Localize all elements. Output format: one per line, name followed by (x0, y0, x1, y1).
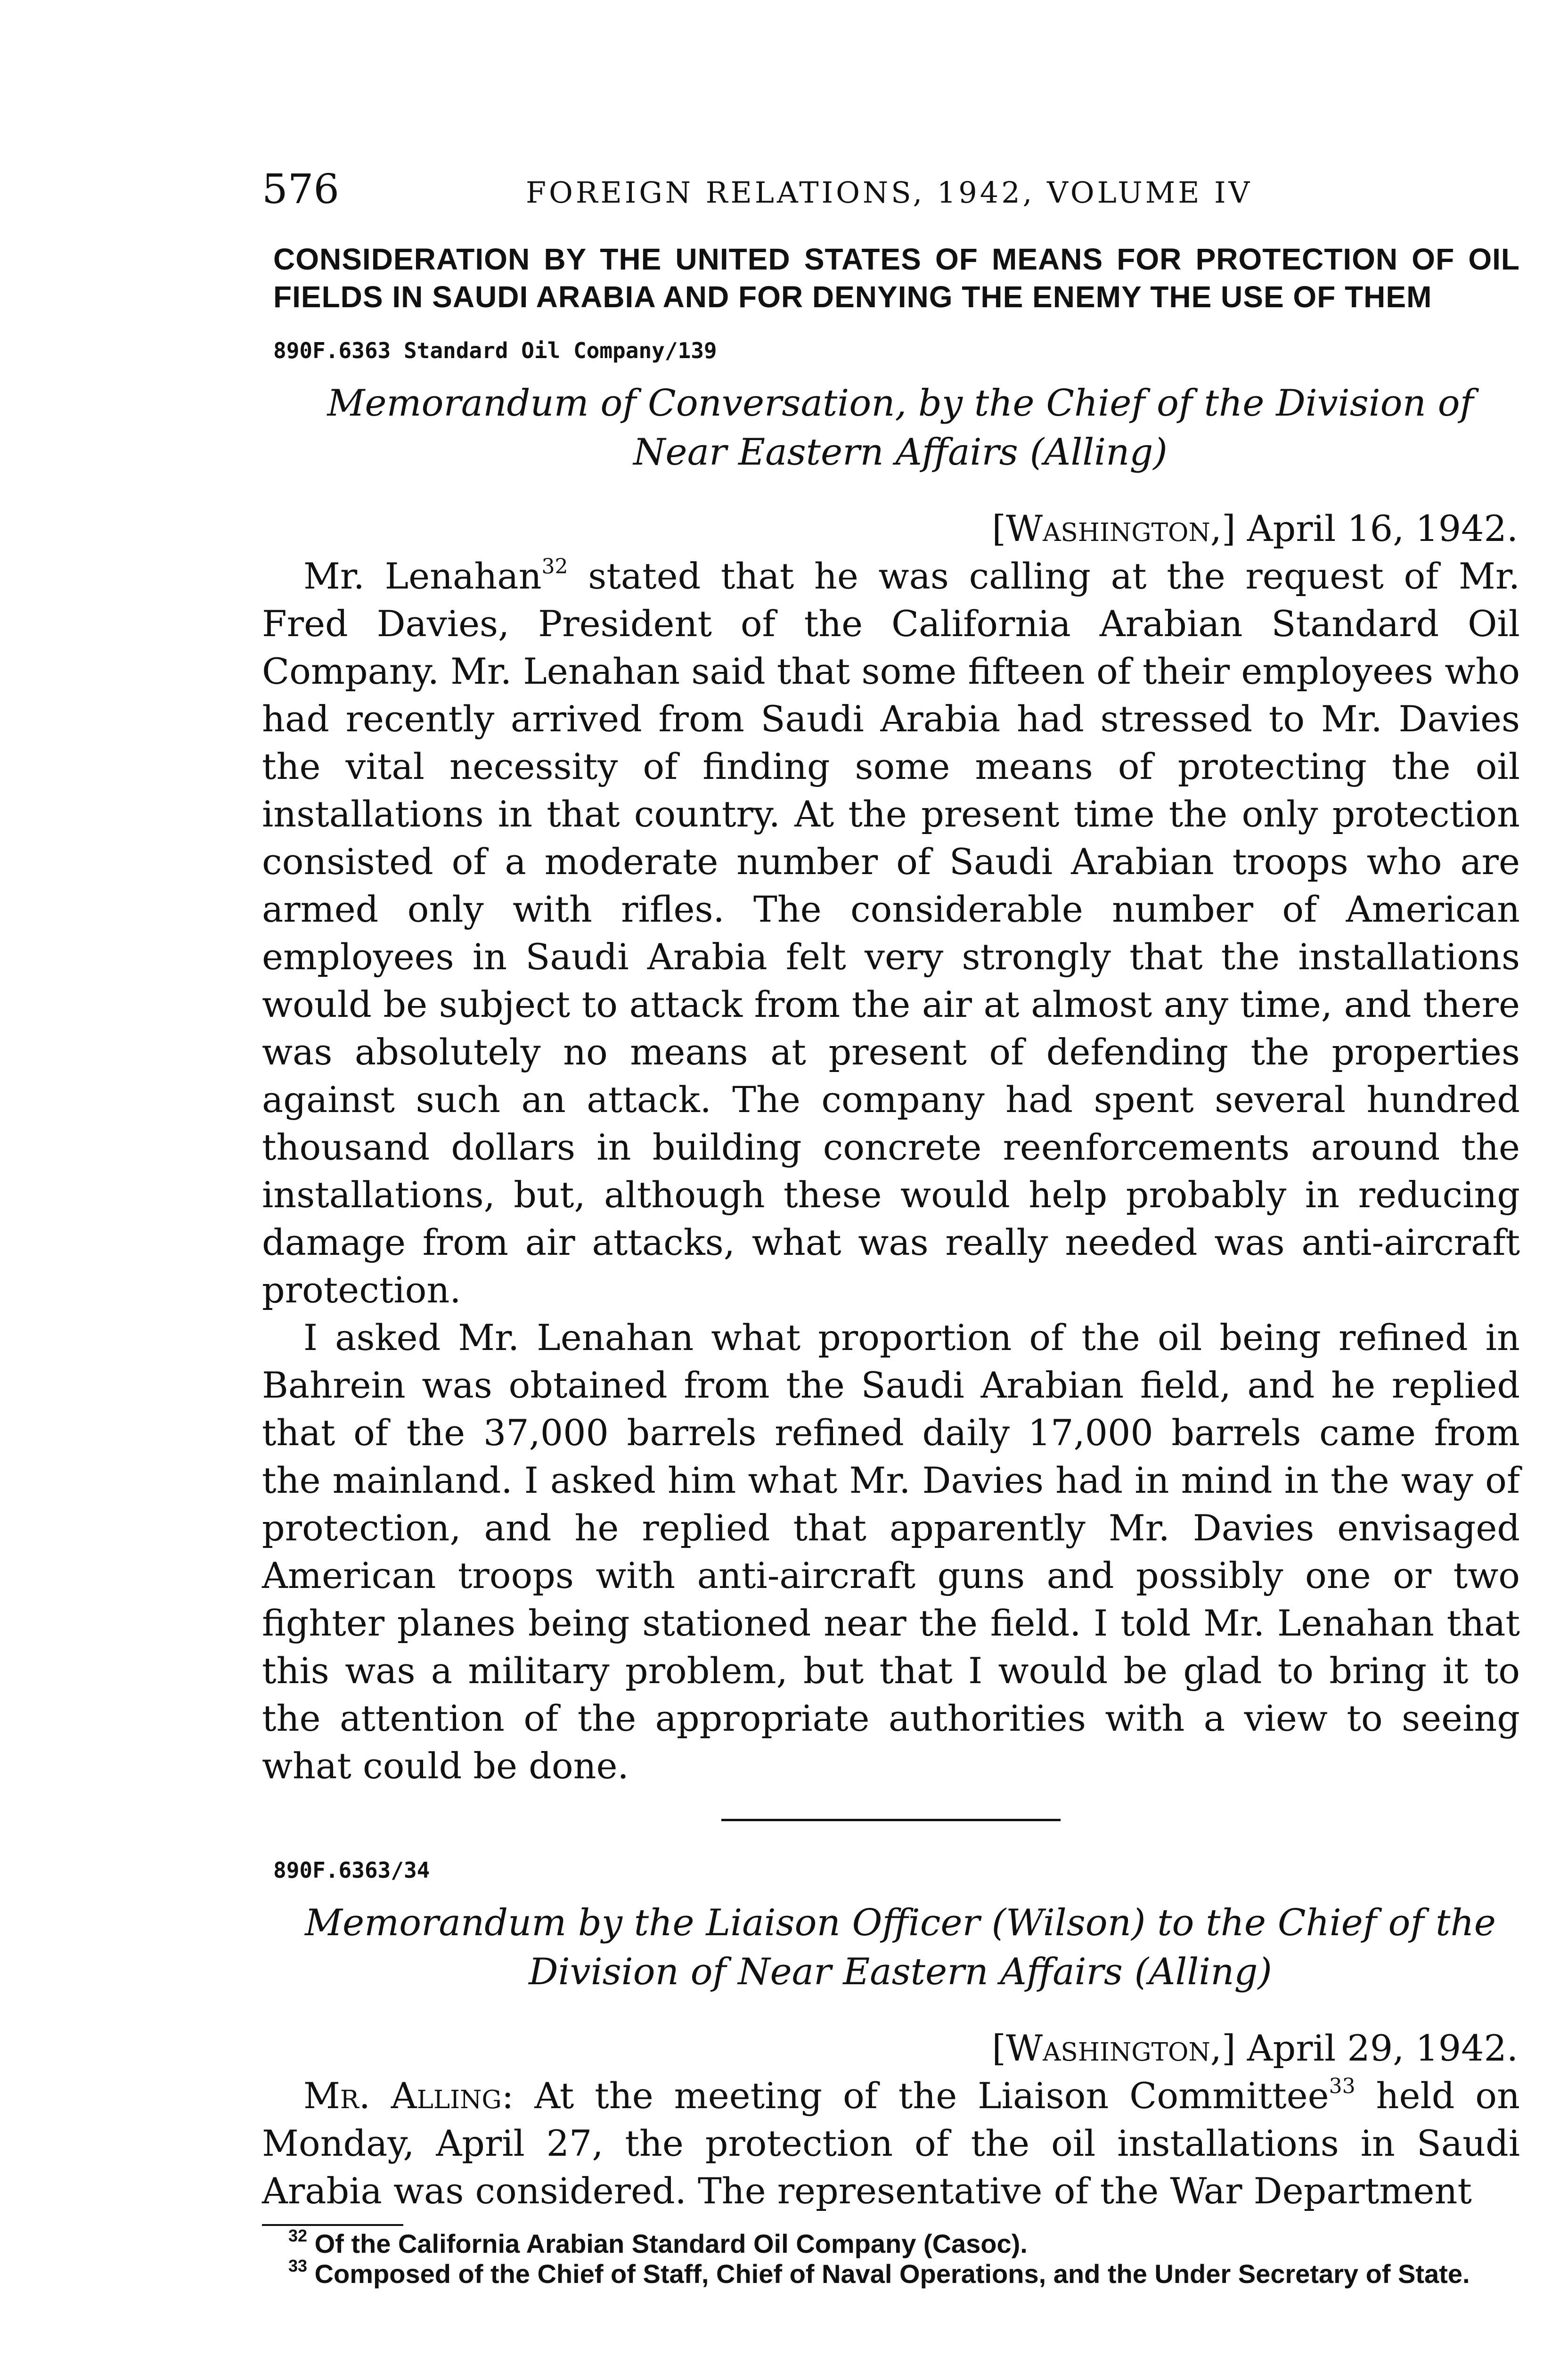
document-1-title-line-2: Near Eastern Affairs (Alling) (633, 431, 1168, 474)
footnote-32 (262, 2226, 1520, 2259)
salutation: Mr. Alling: (303, 2075, 514, 2117)
paragraph-start: Mr. Lenahan (303, 555, 542, 597)
document-1-paragraph-2: I asked Mr. Lenahan what proportion of the oil being refined in Bahrein was obtained from the Saudi Arabian field, and he replied that of the 37,000 barrels refined daily 17,000 barrels came from the mainland. I asked him what Mr. Davies had in mind in the way of protection, and he replied that apparently Mr. Davies envisaged American troops with anti-aircraft guns and possibly one or two fighter planes being stationed near the field. I told Mr. Lenahan that this was a military problem, but that I would be glad to bring it to the attention of the appropriate authorities with a view to seeing what could be done. (262, 1317, 1520, 1787)
paragraph-text: held on Monday, April 27, the protection of the oil installations in Saudi Arabia was considered. The representative of the War Department (262, 2075, 1520, 2212)
running-head-title: FOREIGN RELATIONS, 1942, VOLUME IV (526, 175, 1253, 210)
footnote-text: Composed of the Chief of Staff, Chief of Naval Operations, and the Under Secretary of State. (314, 2259, 1470, 2289)
document-2-title-line-1: Memorandum by the Liaison Officer (Wilson) to the Chief of the (305, 1902, 1496, 1944)
file-reference-1: 890F.6363 Standard Oil Company/139 (273, 338, 717, 363)
paragraph-text: stated that he was calling at the request of Mr. Fred Davies, President of the California Arabian Standard Oil Company. Mr. Lenahan said that some fifteen of their employees who had recently arrived from Saudi Arabia had stressed to Mr. Davies the vital necessity of finding some means of protecting the oil installations in that country. At the present time the only protection consisted of a moderate number of Saudi Arabian troops who are armed only with rifles. The considerable number of American employees in Saudi Arabia felt very strongly that the installations would be subject to attack from the air at almost any time, and there was absolutely no means at present of defending the properties against such an attack. The company had spent several hundred thousand dollars in building concrete reenforcements around the installations, but, although these would help probably in reducing damage from air attacks, what was really needed was anti-aircraft protection. (262, 555, 1520, 1311)
page-content (262, 166, 1520, 2289)
file-reference-2: 890F.6363/34 (273, 1857, 430, 1883)
footnote-33 (262, 2256, 1520, 2289)
document-2-title (262, 1898, 1520, 1996)
page-number: 576 (262, 166, 340, 213)
footnotes (262, 2226, 1520, 2289)
footnote-number: 32 (288, 2226, 308, 2245)
footnote-rule (262, 2224, 403, 2226)
document-2-dateline (262, 2025, 1520, 2072)
footnote-number: 33 (288, 2256, 308, 2275)
document-1-dateline (262, 505, 1520, 552)
footnote-ref-33[interactable]: 33 (1329, 2074, 1356, 2098)
running-head (262, 166, 1520, 218)
document-2-title-line-2: Division of Near Eastern Affairs (Alling) (529, 1951, 1272, 1993)
dateline-city: [Washington,] (992, 2027, 1236, 2069)
document-1-paragraph-1 (262, 552, 1520, 1314)
section-divider (721, 1819, 1061, 1821)
dateline-city: [Washington,] (992, 507, 1236, 549)
dateline-date: April 16, 1942. (1247, 507, 1518, 549)
document-1-title-line-1: Memorandum of Conversation, by the Chief of the Division of (327, 382, 1474, 425)
document-1-title (262, 379, 1520, 477)
section-heading: CONSIDERATION BY THE UNITED STATES OF MEANS FOR PROTECTION OF OIL FIELDS IN SAUDI ARABIA AND FOR DENYING THE ENEMY THE USE OF THEM (273, 242, 1520, 314)
dateline-date: April 29, 1942. (1247, 2027, 1518, 2069)
footnote-text: Of the California Arabian Standard Oil Company (Casoc). (314, 2229, 1028, 2258)
document-2-paragraph-1 (262, 2072, 1520, 2215)
footnote-ref-32[interactable]: 32 (541, 555, 568, 579)
paragraph-start: At the meeting of the Liaison Committee (514, 2075, 1329, 2117)
